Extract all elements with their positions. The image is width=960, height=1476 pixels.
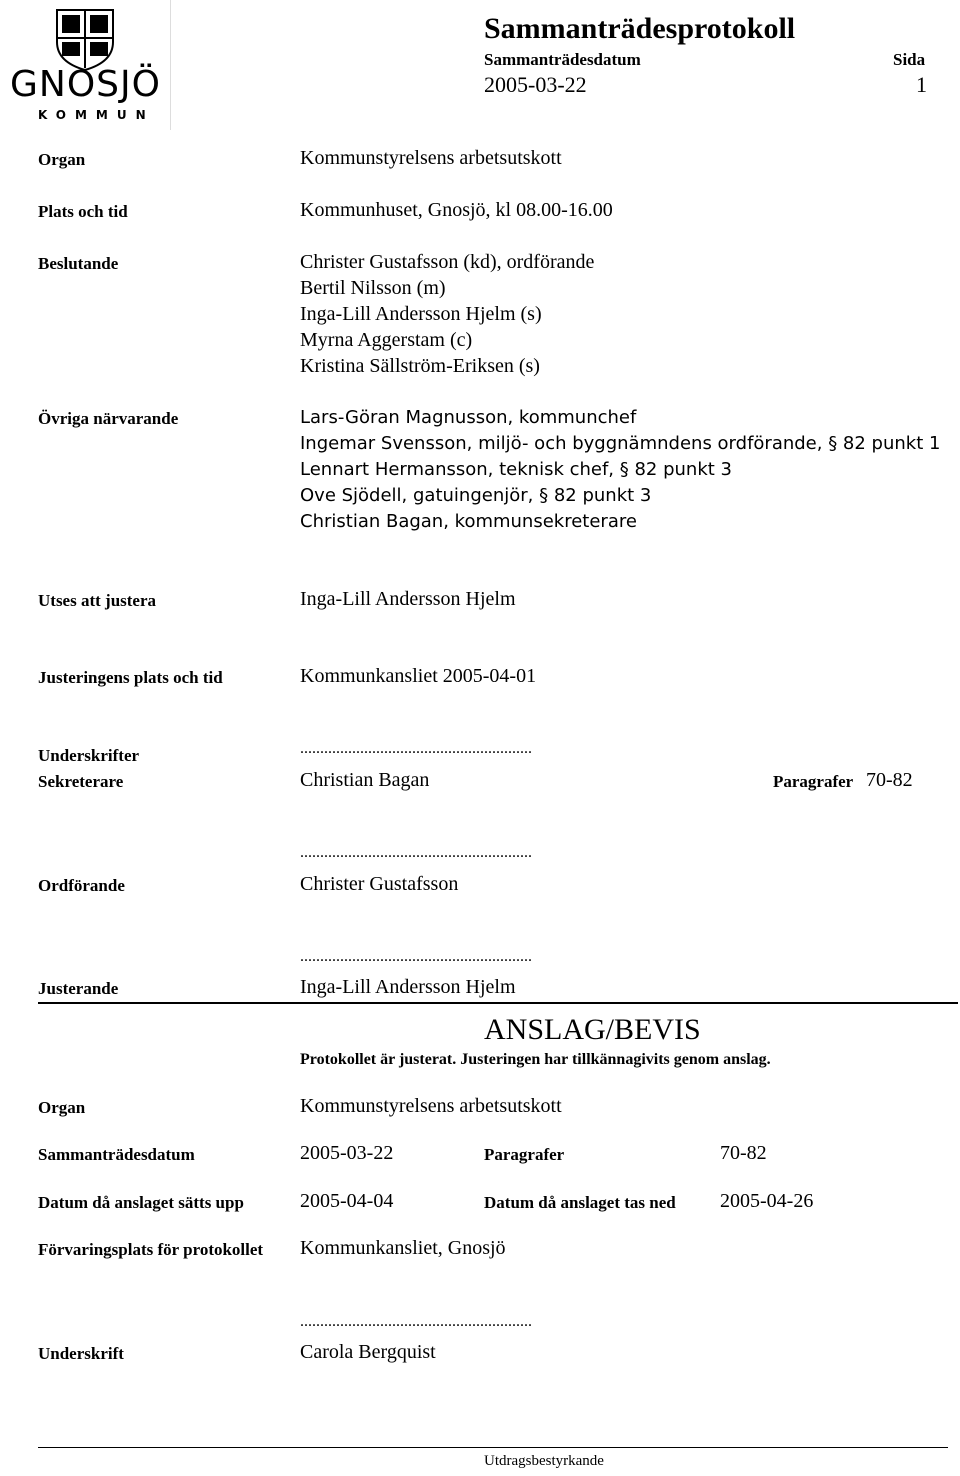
page-label: Sida xyxy=(893,50,926,69)
notice-paragraphs-label: Paragrafer xyxy=(484,1145,565,1164)
signature-line: .......................................................... xyxy=(300,948,532,965)
notice-paragraphs-value: 70-82 xyxy=(720,1142,767,1164)
section-divider xyxy=(38,1002,958,1004)
paragraphs-label: Paragrafer xyxy=(773,772,854,791)
chair-name: Christer Gustafsson xyxy=(300,873,459,895)
place-value: Kommunhuset, Gnosjö, kl 08.00-16.00 xyxy=(300,199,613,221)
deciding-member: Christer Gustafsson (kd), ordförande xyxy=(300,251,595,273)
logo-subtitle: KOMMUN xyxy=(38,108,155,122)
adjust-place-value: Kommunkansliet 2005-04-01 xyxy=(300,665,537,687)
logo-wordmark: GNOSJÖ xyxy=(10,64,161,105)
posted-date-label: Datum då anslaget sätts upp xyxy=(38,1193,244,1212)
deciding-member: Myrna Aggerstam (c) xyxy=(300,329,473,351)
adjusting-label: Justerande xyxy=(38,979,119,998)
storage-value: Kommunkansliet, Gnosjö xyxy=(300,1237,506,1259)
signature-line: .......................................................... xyxy=(300,844,532,861)
secretary-name: Christian Bagan xyxy=(300,769,430,791)
notice-organ-value: Kommunstyrelsens arbetsutskott xyxy=(300,1095,562,1117)
signer-name: Carola Bergquist xyxy=(300,1341,436,1363)
deciding-member: Kristina Sällström-Eriksen (s) xyxy=(300,355,540,377)
page-number: 1 xyxy=(916,72,927,97)
deciding-member: Inga-Lill Andersson Hjelm (s) xyxy=(300,303,542,325)
removed-date-label: Datum då anslaget tas ned xyxy=(484,1193,676,1212)
notice-date-value: 2005-03-22 xyxy=(300,1142,394,1164)
footer-divider xyxy=(38,1447,948,1448)
deciding-label: Beslutande xyxy=(38,254,119,273)
organ-label: Organ xyxy=(38,150,86,169)
others-label: Övriga närvarande xyxy=(38,409,179,428)
signature-line: .......................................................... xyxy=(300,740,532,757)
removed-date-value: 2005-04-26 xyxy=(720,1190,814,1212)
notice-subtitle: Protokollet är justerat. Justeringen har tillkännagivits genom anslag. xyxy=(300,1051,771,1068)
meeting-date-label: Sammanträdesdatum xyxy=(484,50,641,69)
municipality-logo xyxy=(0,0,171,130)
notice-title: ANSLAG/BEVIS xyxy=(484,1013,701,1046)
paragraphs-value: 70-82 xyxy=(866,769,913,791)
adjuster-label: Utses att justera xyxy=(38,591,157,610)
secretary-label: Sekreterare xyxy=(38,772,124,791)
others-member: Ingemar Svensson, miljö- och byggnämndens ordförande, § 82 punkt 1 xyxy=(300,433,941,454)
footer-text: Utdragsbestyrkande xyxy=(484,1453,604,1469)
adjuster-value: Inga-Lill Andersson Hjelm xyxy=(300,588,516,610)
others-member: Christian Bagan, kommunsekreterare xyxy=(300,511,637,532)
adjust-place-label: Justeringens plats och tid xyxy=(38,668,223,687)
storage-label: Förvaringsplats för protokollet xyxy=(38,1240,264,1259)
document-title: Sammanträdesprotokoll xyxy=(484,12,796,45)
others-member: Lennart Hermansson, teknisk chef, § 82 punkt 3 xyxy=(300,459,732,480)
meeting-date: 2005-03-22 xyxy=(484,72,587,97)
others-member: Ove Sjödell, gatuingenjör, § 82 punkt 3 xyxy=(300,485,652,506)
notice-date-label: Sammanträdesdatum xyxy=(38,1145,195,1164)
notice-organ-label: Organ xyxy=(38,1098,86,1117)
signature-line: .......................................................... xyxy=(300,1313,532,1330)
chair-label: Ordförande xyxy=(38,876,125,895)
place-label: Plats och tid xyxy=(38,202,128,221)
adjusting-name: Inga-Lill Andersson Hjelm xyxy=(300,976,516,998)
others-member: Lars-Göran Magnusson, kommunchef xyxy=(300,407,637,428)
signatures-label: Underskrifter xyxy=(38,746,140,765)
posted-date-value: 2005-04-04 xyxy=(300,1190,394,1212)
organ-value: Kommunstyrelsens arbetsutskott xyxy=(300,147,562,169)
deciding-member: Bertil Nilsson (m) xyxy=(300,277,446,299)
signature-label: Underskrift xyxy=(38,1344,124,1363)
